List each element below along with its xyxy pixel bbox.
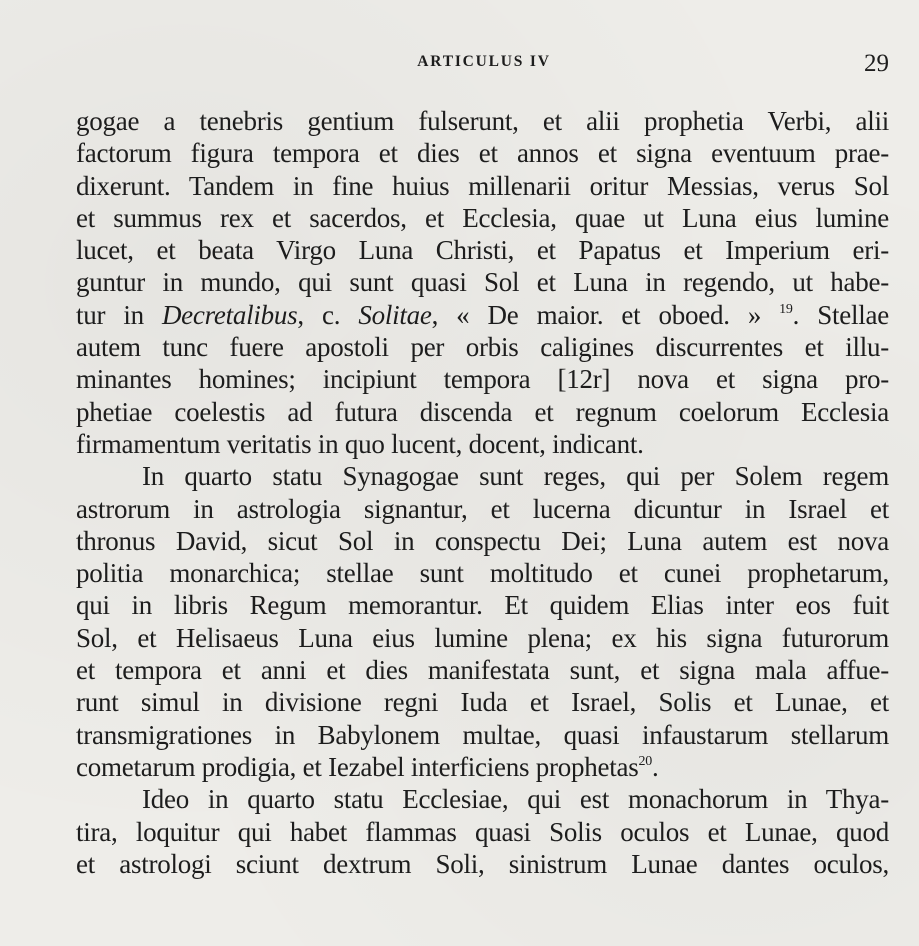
text-line: thronus David, sicut Sol in conspectu Dei; Luna autem est nova	[76, 525, 889, 556]
text-line: In quarto statu Synagogae sunt reges, qui per Solem regem	[142, 461, 889, 492]
italic-citation: Decretalibus	[161, 299, 298, 330]
text-segment: .	[652, 751, 659, 782]
text-line: astrorum in astrologia signantur, et lucerna dicuntur in Israel et	[76, 493, 889, 524]
text-line: et summus rex et sacerdos, et Ecclesia, quae ut Luna eius lumine	[76, 202, 889, 233]
page-number: 29	[864, 50, 889, 77]
text-segment: tur in	[76, 299, 162, 330]
running-head	[0, 50, 919, 76]
footnote-reference: 20	[638, 753, 653, 769]
text-line: autem tunc fuere apostoli per orbis caligines discurrentes et illu-	[76, 332, 889, 363]
text-segment: , « De maior. et oboed. »	[431, 299, 780, 330]
text-segment: . Stellae	[792, 299, 889, 330]
text-line: gogae a tenebris gentium fulserunt, et alii prophetia Verbi, alii	[76, 106, 889, 136]
running-title: ARTICULUS IV	[417, 53, 551, 70]
body-text	[76, 105, 889, 880]
text-line: lucet, et beata Virgo Luna Christi, et Papatus et Imperium eri-	[76, 235, 889, 266]
text-line: Sol, et Helisaeus Luna eius lumine plena; ex his signa futurorum	[76, 622, 889, 653]
text-segment: cometarum prodigia, et Iezabel interficiens prophetas	[76, 751, 639, 782]
text-line: qui in libris Regum memorantur. Et quidem Elias inter eos fuit	[76, 590, 889, 621]
text-line: tira, loquitur qui habet flammas quasi Solis oculos et Lunae, quod	[76, 816, 889, 847]
text-line: Ideo in quarto statu Ecclesiae, qui est monachorum in Thya-	[142, 784, 889, 815]
text-segment: , c.	[297, 299, 359, 330]
footnote-reference: 19	[779, 301, 793, 317]
text-line: factorum figura tempora et dies et annos et signa eventuum prae-	[76, 138, 889, 169]
text-line: runt simul in divisione regni Iuda et Israel, Solis et Lunae, et	[76, 687, 889, 718]
text-line: dixerunt. Tandem in fine huius millenarii oritur Messias, verus Sol	[76, 170, 889, 201]
text-line	[76, 751, 889, 783]
text-line: transmigrationes in Babylonem multae, quasi infaustarum stellarum	[76, 719, 889, 750]
text-line: et tempora et anni et dies manifestata sunt, et signa mala affue-	[76, 655, 889, 686]
text-line: politia monarchica; stellae sunt moltitudo et cunei prophetarum,	[76, 558, 889, 589]
text-line: firmamentum veritatis in quo lucent, docent, indicant.	[76, 428, 644, 459]
text-line	[76, 299, 889, 331]
text-line: minantes homines; incipiunt tempora [12r] nova et signa pro-	[76, 364, 889, 395]
italic-citation: Solitae	[358, 299, 432, 330]
text-line: guntur in mundo, qui sunt quasi Sol et Luna in regendo, ut habe-	[76, 267, 889, 298]
text-line: et astrologi sciunt dextrum Soli, sinistrum Lunae dantes oculos,	[76, 848, 889, 879]
text-line: phetiae coelestis ad futura discenda et regnum coelorum Ecclesia	[76, 396, 889, 427]
